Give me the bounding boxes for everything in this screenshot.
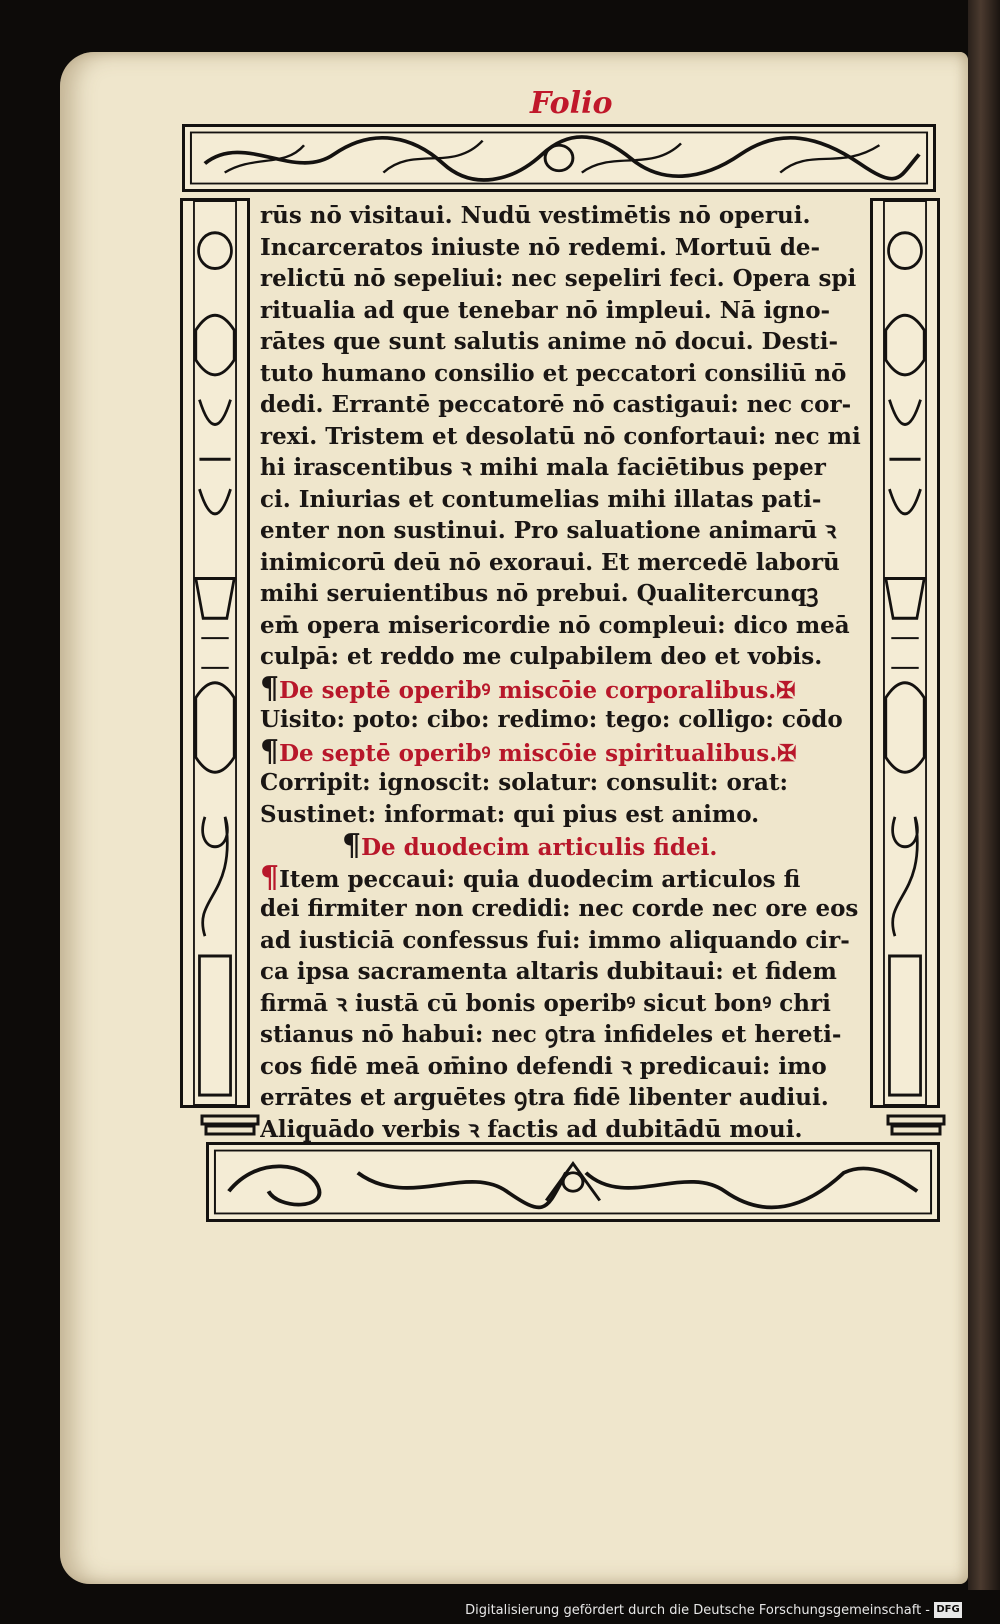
line-text: culpā: et reddo me culpabilem deo et vobis.	[260, 643, 823, 670]
line-text: Corripit: ignoscit: solatur: consulit: orat:	[260, 769, 788, 796]
rubric-text: De septē operibꝰ miscōie spiritualibus.	[279, 739, 778, 767]
text-line	[260, 578, 866, 610]
text-line	[260, 925, 866, 957]
line-text: Incarceratos iniuste nō redemi. Mortuū de‑	[260, 233, 821, 261]
rubric-text: ✠	[776, 676, 796, 704]
text-line	[260, 956, 866, 988]
dfg-logo: DFG	[934, 1602, 962, 1618]
line-text: cos fidē meā om̄ino defendi ꝛ predicaui: imo	[260, 1052, 827, 1080]
rubric-text: De duodecim articulis fidei.	[361, 834, 718, 861]
text-block	[260, 200, 866, 1145]
text-line	[260, 736, 866, 768]
line-text: Aliquādo verbis ꝛ factis ad dubitādū moui.	[260, 1115, 803, 1143]
text-line	[260, 641, 866, 673]
pillar-base-left	[200, 1112, 260, 1136]
text-line	[260, 389, 866, 421]
line-text: ci. Iniurias et contumelias mihi illatas pati‑	[260, 485, 822, 513]
line-text: firmā ꝛ iustā cū bonis operibꝰ sicut bonꝰ chri	[260, 989, 831, 1017]
text-line	[260, 200, 866, 232]
text-line	[260, 326, 866, 358]
line-text: rexi. Tristem et desolatū nō confortaui: nec mi	[260, 422, 861, 450]
woodcut-pillar-left	[180, 198, 250, 1108]
text-line	[260, 358, 866, 390]
text-line	[260, 515, 866, 547]
funding-credit: Digitalisierung gefördert durch die Deutsche Forschungsgemeinschaft -	[465, 1603, 930, 1618]
pilcrow-mark: ¶	[260, 861, 280, 893]
text-line	[260, 704, 866, 736]
text-line	[260, 830, 866, 862]
text-line	[260, 421, 866, 453]
line-text: hi irascentibus ꝛ mihi mala faciētibus peper	[260, 454, 826, 481]
line-text: stianus nō habui: nec ꝯtra infideles et hereti‑	[260, 1021, 842, 1048]
line-text: em̄ opera misericordie nō compleui: dico meā	[260, 611, 850, 639]
line-text: dedi. Errantē peccatorē nō castigaui: nec cor‑	[260, 391, 852, 418]
woodcut-border-bottom	[206, 1142, 940, 1222]
line-text: ca ipsa sacramenta altaris dubitaui: et fidem	[260, 958, 837, 985]
text-line	[260, 1082, 866, 1114]
text-line	[260, 484, 866, 516]
line-text: ritualia ad que tenebar nō impleui. Nā igno‑	[260, 296, 831, 324]
pillar-base-right	[886, 1112, 946, 1136]
book-edge	[968, 0, 1000, 1590]
text-line	[260, 799, 866, 831]
text-line	[260, 263, 866, 295]
text-line	[260, 610, 866, 642]
woodcut-border-top	[182, 124, 936, 192]
line-text: Sustinet: informat: qui pius est animo.	[260, 800, 760, 828]
pilcrow-mark: ¶	[260, 672, 280, 704]
rubric-text: De septē operibꝰ miscōie corporalibus.	[279, 676, 777, 704]
text-line	[260, 862, 866, 894]
text-line	[260, 1019, 866, 1051]
text-line	[260, 767, 866, 799]
text-line	[260, 547, 866, 579]
text-line	[260, 1051, 866, 1083]
text-line	[260, 452, 866, 484]
line-text: ad iusticiā confessus fui: immo aliquando cir‑	[260, 926, 850, 954]
text-line	[260, 893, 866, 925]
line-text: tuto humano consilio et peccatori consiliū nō	[260, 359, 847, 387]
text-line	[260, 673, 866, 705]
line-text: errātes et arguētes ꝯtra fidē libenter audiui.	[260, 1084, 829, 1111]
text-line	[260, 1114, 866, 1146]
folio-heading: Folio	[530, 86, 613, 121]
line-text: enter non sustinui. Pro saluatione animarū ꝛ	[260, 517, 837, 544]
pilcrow-mark: ¶	[342, 830, 362, 862]
line-text: rātes que sunt salutis anime nō docui. Desti‑	[260, 328, 839, 355]
woodcut-pillar-right	[870, 198, 940, 1108]
line-text: Item peccaui: quia duodecim articulos fi	[279, 865, 801, 893]
line-text: relictū nō sepeliui: nec sepeliri feci. Opera spi	[260, 265, 857, 292]
line-text: Uisito: poto: cibo: redimo: tego: colligo: cōdo	[260, 706, 843, 733]
text-line	[260, 232, 866, 264]
pilcrow-mark: ¶	[260, 735, 280, 767]
line-text: dei firmiter non credidi: nec corde nec ore eos	[260, 895, 859, 922]
rubric-text: ✠	[777, 739, 797, 767]
line-text: inimicorū deū nō exoraui. Et mercedē laborū	[260, 548, 840, 576]
line-text: mihi seruientibus nō prebui. Qualitercunqꝫ	[260, 580, 819, 607]
footer-bar	[0, 1590, 1000, 1624]
line-text: rūs nō visitaui. Nudū vestimētis nō operui.	[260, 202, 811, 229]
text-line	[260, 988, 866, 1020]
text-line	[260, 295, 866, 327]
